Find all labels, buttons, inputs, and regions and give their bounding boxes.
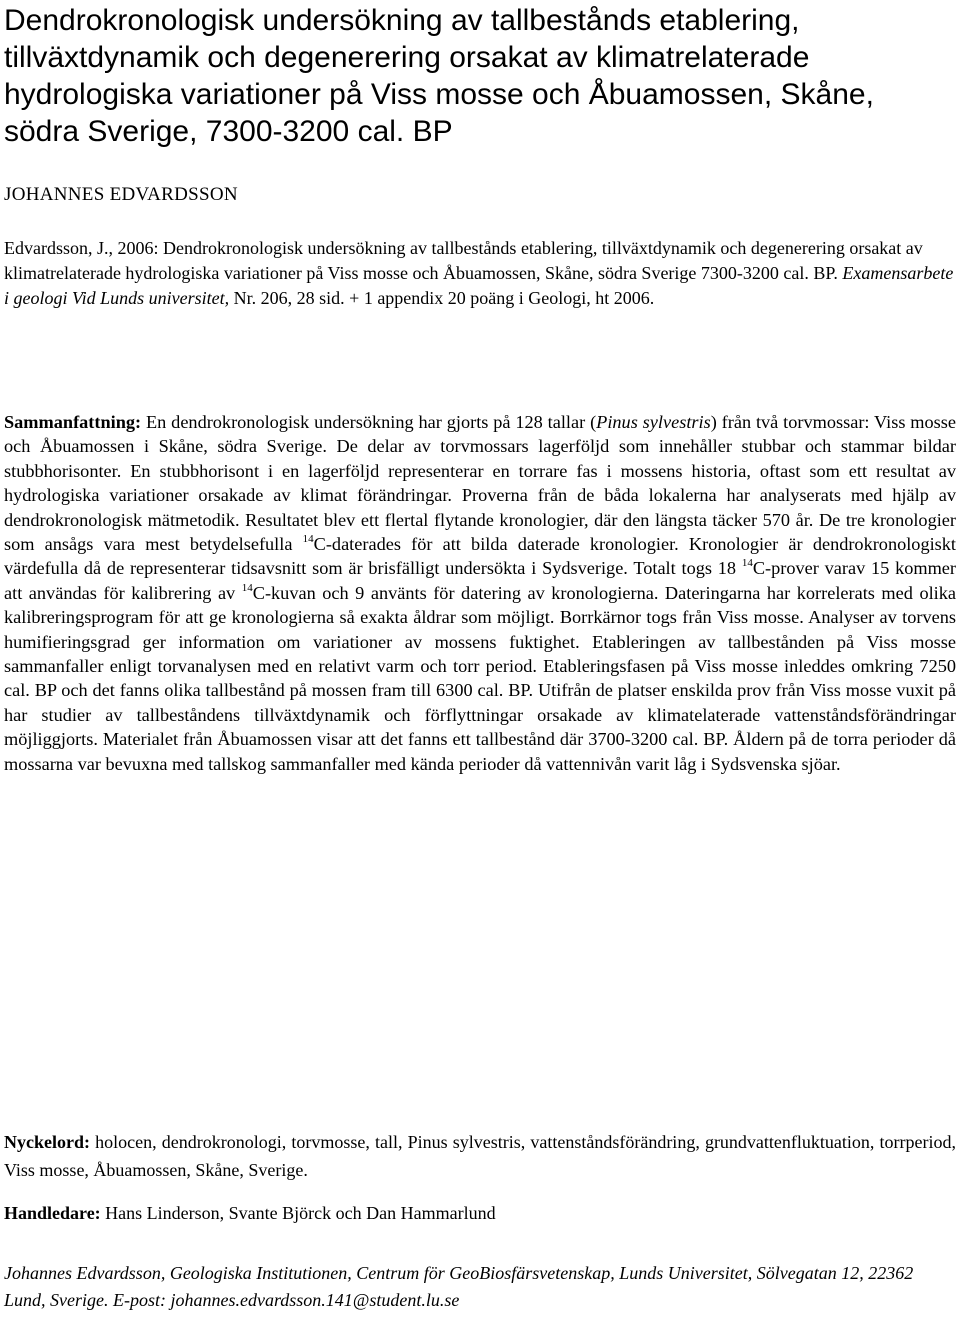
citation-series: Examensarbete i geologi Vid Lunds universitet, <box>4 263 954 308</box>
abstract-part-2: ) från två torvmossar: Viss mosse och Åbuamossen i Skåne, södra Sverige. De delar av torvmossars lagerföljd som innehåller stubbar och stammar bildar stubbhorisonter. En stubbhorisont i en lagerföljd representerar en torrare fas i mossens historia, oftast som ett resultat av hydrologiska variationer orsakade av klimat förändringar. Proverna från de båda lokalerna har analyserats med hjälp av dendrokronologisk mätmetodik. Resultatet blev ett flertal flytande kronologier, där den längsta täcker 570 år. De tre kronologier som ansågs vara mest betydelsefulla <box>4 412 956 555</box>
isotope-superscript: 14 <box>741 557 753 570</box>
keywords <box>4 1128 956 1184</box>
author-name: JOHANNES EDVARDSSON <box>4 184 238 205</box>
citation-details: Nr. 206, 28 sid. + 1 appendix 20 poäng i Geologi, ht 2006. <box>233 288 655 308</box>
abstract-label: Sammanfattning: <box>4 412 142 432</box>
isotope-superscript: 14 <box>302 533 314 546</box>
abstract-species: Pinus sylvestris <box>596 412 711 432</box>
abstract-part-5: C-kuvan och 9 använts för datering av kronologierna. Dateringarna har korrelerats med olika kalibreringsprogram för att ge kronologierna så exakta åldrar som möjligt. Borrkärnor togs från Viss mosse. Analyser av torvens humifieringsgrad ger information om variationer av mossens fuktighet. Etableringen av tallbestånden på Viss mosse sammanfaller enligt torvanalysen med en relativt varm och torr period. Etableringsfasen på Viss mosse inleddes omkring 7250 cal. BP och det fanns olika tallbestånd på mossen fram till 6300 cal. BP. Utifrån de platser enskilda prov från Viss mosse vuxit på har studier av tallbeståndens tillväxtdynamik och förflyttningar orsakade av klimatelaterade vattenståndsförändringar möjliggjorts. Materialet från Åbuamossen visar att det fanns ett tallbestånd där 3700-3200 cal. BP. Åldern på de torra perioder då mossarna var bevuxna med tallskog sammanfaller med kända perioder då vattennivån varit låg i Sydsvenska sjöar. <box>4 582 956 774</box>
supervisors-text: Hans Linderson, Svante Björck och Dan Hammarlund <box>105 1203 496 1223</box>
abstract <box>4 410 956 776</box>
isotope-superscript: 14 <box>241 581 253 594</box>
citation <box>4 236 954 311</box>
supervisors <box>4 1200 954 1226</box>
abstract-part-4: C-prover varav 15 kommer att användas för kalibrering av <box>4 558 956 603</box>
author-address: Johannes Edvardsson, Geologiska Institutionen, Centrum för GeoBiosfärsvetenskap, Lunds Universitet, Sölvegatan 12, 22362 Lund, Sverige. E-post: johannes.edvardsson.141@student.lu.se <box>4 1263 914 1310</box>
abstract-part-3: C-daterades för att bilda daterade kronologier. Kronologier är dendrokronologiskt värdefulla då de representerar tidsavsnitt som är brisfälligt undersökta i Sydsverige. Totalt togs 18 <box>4 534 957 579</box>
citation-text: Edvardsson, J., 2006: Dendrokronologisk undersökning av tallbestånds etablering, tillväxtdynamik och degenerering orsakat av klimatrelaterade hydrologiska variationer på Viss mosse och Åbuamossen, Skåne, södra Sverige 7300-3200 cal. BP. <box>4 238 923 283</box>
keywords-text: holocen, dendrokronologi, torvmosse, tall, Pinus sylvestris, vattenståndsförändring, grundvattenfluktuation, torrperiod, Viss mosse, Åbuamossen, Skåne, Sverige. <box>4 1132 957 1180</box>
abstract-part-1: En dendrokronologisk undersökning har gjorts på 128 tallar ( <box>146 412 597 432</box>
document-title: Dendrokronologisk undersökning av tallbestånds etablering, tillväxtdynamik och degenerering orsakat av klimatrelaterade hydrologiska variationer på Viss mosse och Åbuamossen, Skåne, södra Sverige, 7300-3200 cal. BP <box>4 4 874 148</box>
supervisors-label: Handledare: <box>4 1203 101 1223</box>
keywords-label: Nyckelord: <box>4 1132 90 1152</box>
